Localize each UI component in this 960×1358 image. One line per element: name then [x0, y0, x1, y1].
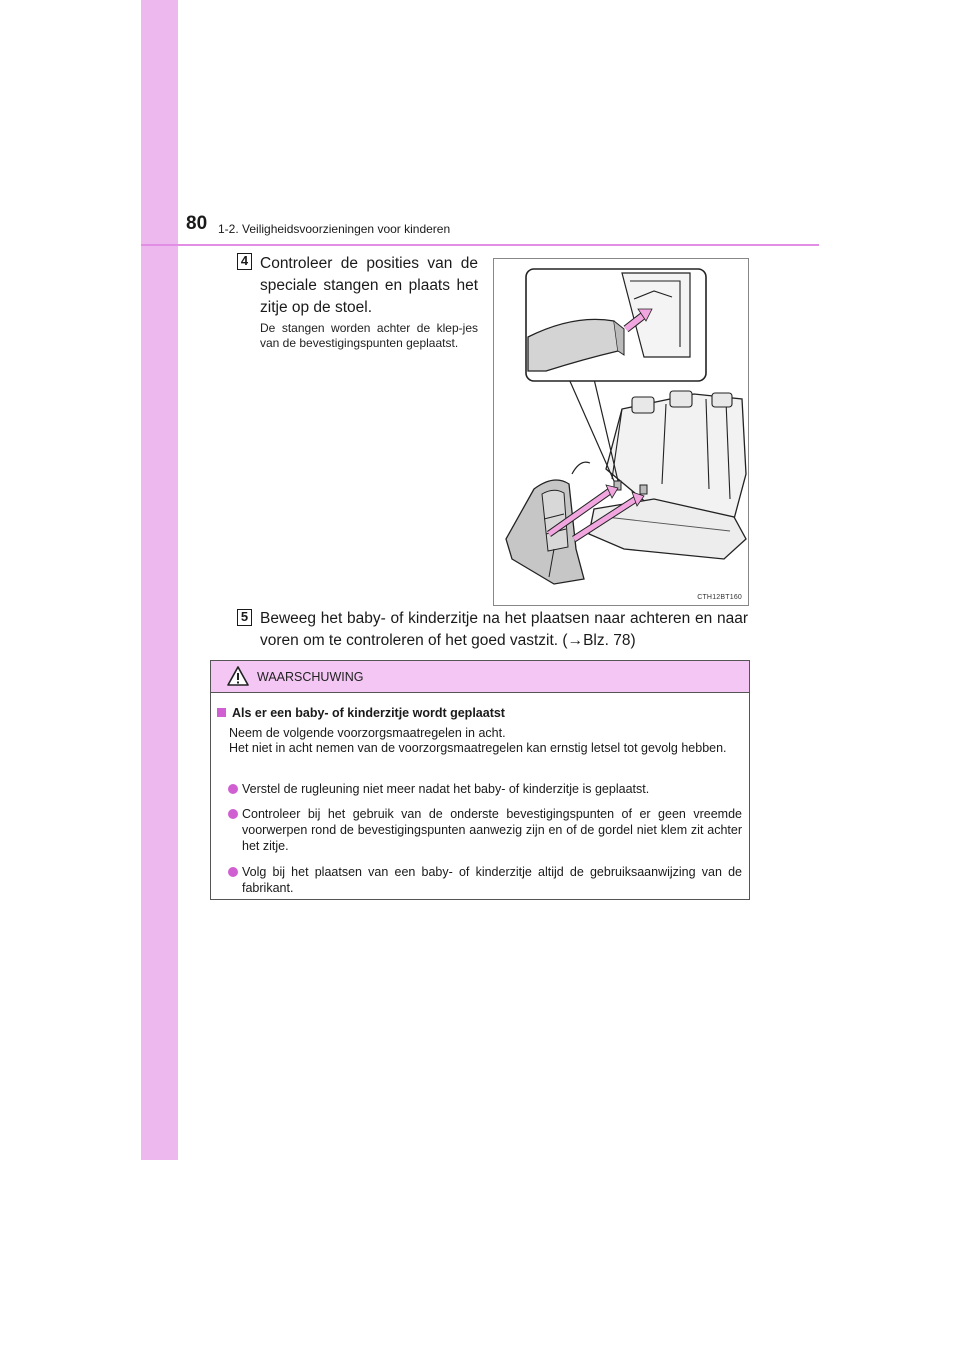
square-bullet-icon — [217, 708, 226, 717]
circle-bullet-icon — [228, 867, 238, 877]
warning-subheading-text: Als er een baby- of kinderzitje wordt geplaatst — [232, 706, 505, 720]
circle-bullet-icon — [228, 784, 238, 794]
step-4-badge: 4 — [237, 253, 252, 270]
page-number: 80 — [186, 213, 208, 234]
section-title: 1-2. Veiligheidsvoorzieningen voor kinderen — [218, 222, 451, 236]
warning-bullet-text: Verstel de rugleuning niet meer nadat het baby- of kinderzitje is geplaatst. — [242, 782, 650, 796]
warning-subheading — [217, 706, 505, 720]
figure-code: CTH12BT160 — [697, 594, 742, 601]
step-4-text: Controleer de posities van de speciale stangen en plaats het zitje op de stoel. — [260, 255, 478, 316]
warning-bullet — [227, 864, 742, 896]
step-4-note: De stangen worden achter de klep-jes van de bevestigingspunten geplaatst. — [260, 321, 478, 350]
warning-bullet-text: Controleer bij het gebruik van de onderste bevestigingspunten of er geen vreemde voorwerpen rond de bevestigingspunten aanwezig zijn en of de gordel niet klem zit achter het zitje. — [242, 807, 742, 853]
sidebar-tab — [141, 0, 178, 1160]
warning-intro-line2: Het niet in acht nemen van de voorzorgsmaatregelen kan ernstig letsel tot gevolg hebben. — [229, 741, 727, 755]
warning-bullet — [227, 781, 742, 797]
circle-bullet-icon — [228, 809, 238, 819]
warning-bullet-text: Volg bij het plaatsen van een baby- of kinderzitje altijd de gebruiksaanwijzing van de fabrikant. — [242, 865, 742, 895]
step-5-badge: 5 — [237, 609, 252, 626]
child-seat-illustration — [493, 258, 749, 606]
warning-header — [211, 661, 749, 693]
illustration-drawing — [494, 259, 749, 606]
warning-triangle-icon — [227, 665, 249, 687]
header-divider — [141, 244, 819, 246]
warning-box — [210, 660, 750, 900]
warning-bullet — [227, 806, 742, 854]
warning-title: WAARSCHUWING — [257, 670, 364, 684]
step-5-text: Beweeg het baby- of kinderzitje na het plaatsen naar achteren en naar voren om te controleren of het goed vastzit. (→Blz. 78) — [260, 610, 748, 649]
warning-intro-line1: Neem de volgende voorzorgsmaatregelen in acht. — [229, 726, 506, 740]
